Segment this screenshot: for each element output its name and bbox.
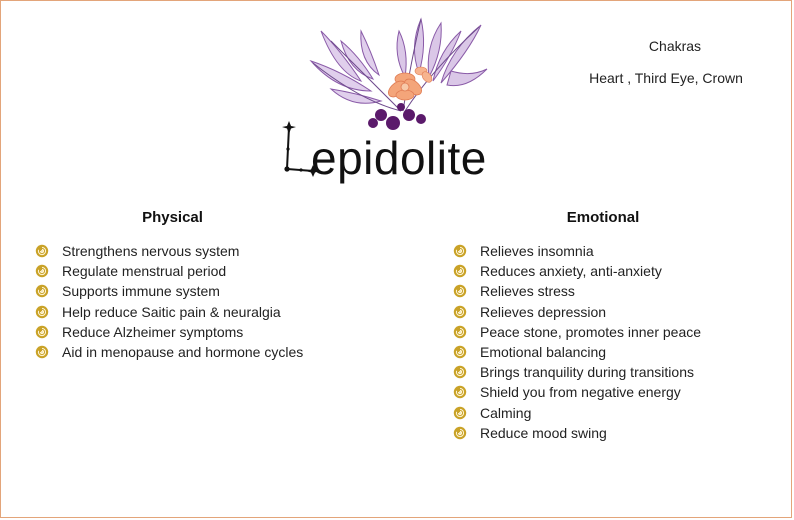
gold-swirl-bullet-icon (453, 325, 467, 339)
list-item (453, 403, 773, 423)
gold-swirl-bullet-icon (35, 284, 49, 298)
physical-heading: Physical (142, 209, 203, 226)
chakras-label: Chakras (648, 38, 702, 54)
gold-swirl-bullet-icon (453, 244, 467, 258)
list-item (453, 362, 773, 382)
list-item (35, 302, 365, 322)
gold-swirl-bullet-icon (453, 365, 467, 379)
gold-swirl-bullet-icon (35, 264, 49, 278)
chakras-value: Heart , Third Eye, Crown (589, 70, 743, 86)
list-item-text: Help reduce Saitic pain & neuralgia (62, 303, 281, 320)
list-item-text: Reduce mood swing (480, 424, 607, 441)
page-title (277, 119, 517, 191)
list-item (35, 342, 365, 362)
list-item-text: Emotional balancing (480, 344, 607, 361)
list-item (453, 281, 773, 301)
gold-swirl-bullet-icon (453, 345, 467, 359)
gold-swirl-bullet-icon (35, 325, 49, 339)
list-item (35, 261, 365, 281)
gold-swirl-bullet-icon (453, 264, 467, 278)
list-item-text: Aid in menopause and hormone cycles (62, 344, 304, 361)
list-item-text: Supports immune system (62, 283, 220, 300)
gold-swirl-bullet-icon (35, 345, 49, 359)
gold-swirl-bullet-icon (35, 244, 49, 258)
list-item-text: Shield you from negative energy (480, 384, 681, 401)
list-item (453, 382, 773, 402)
list-item (453, 302, 773, 322)
list-item-text: Relieves depression (480, 303, 607, 320)
physical-list (35, 241, 365, 362)
list-item-text: Relieves stress (480, 283, 575, 300)
list-item-text: Strengthens nervous system (62, 243, 240, 260)
gold-swirl-bullet-icon (453, 385, 467, 399)
list-item-text: Reduce Alzheimer symptoms (62, 323, 244, 340)
gold-swirl-bullet-icon (453, 305, 467, 319)
list-item-text: Peace stone, promotes inner peace (480, 323, 702, 340)
list-item (453, 322, 773, 342)
emotional-column (453, 207, 773, 443)
list-item (35, 322, 365, 342)
list-item (453, 241, 773, 261)
chakras-block (561, 35, 771, 89)
emotional-heading: Emotional (566, 209, 640, 226)
list-item-text: Relieves insomnia (480, 243, 594, 260)
emotional-list (453, 241, 773, 443)
physical-column (35, 207, 365, 362)
list-item-text: Calming (480, 404, 532, 421)
list-item (453, 423, 773, 443)
list-item-text: Reduces anxiety, anti-anxiety (480, 263, 662, 280)
gold-swirl-bullet-icon (453, 426, 467, 440)
title-text: epidolite (311, 132, 487, 184)
list-item (453, 342, 773, 362)
gold-swirl-bullet-icon (453, 406, 467, 420)
gold-swirl-bullet-icon (35, 305, 49, 319)
list-item (453, 261, 773, 281)
list-item-text: Brings tranquility during transitions (480, 364, 694, 381)
list-item-text: Regulate menstrual period (62, 263, 227, 280)
list-item (35, 241, 365, 261)
gold-swirl-bullet-icon (453, 284, 467, 298)
list-item (35, 281, 365, 301)
